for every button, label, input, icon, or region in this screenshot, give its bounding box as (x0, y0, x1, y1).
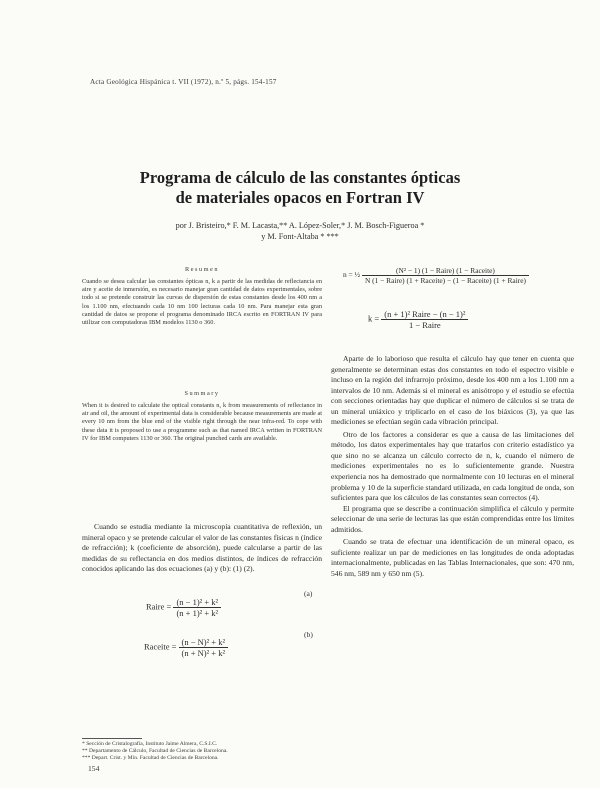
authors-line-1: por J. Bristeiro,* F. M. Lacasta,** A. López-Soler,* J. M. Bosch-Figueroa * (175, 221, 425, 230)
equation-n-lhs: n = ½ (343, 270, 361, 280)
right-paragraph-3: El programa que se describe a continuación simplifica el cálculo y permite seleccionar de una serie de lecturas las que están comprendidas entre los límites admitidos. (331, 503, 574, 534)
equation-b (144, 637, 228, 658)
footnote-1: * Sección de Cristalografía, Instituto Jaime Almera, C.S.I.C. (82, 741, 218, 747)
equation-n-denominator: N (1 − Raire) (1 + Raceite) − (1 − Raceite) (1 + Raire) (364, 276, 526, 285)
equation-n-numerator: (N² − 1) (1 − Raire) (1 − Raceite) (362, 266, 529, 276)
equation-a-numerator: (n − 1)² + k² (173, 597, 221, 608)
resumen-section (82, 266, 322, 327)
equation-a-denominator: (n + 1)² + k² (176, 608, 219, 618)
equation-k-denominator: 1 − Raire (408, 320, 441, 330)
resumen-text: Cuando se desea calcular las constantes ópticas n, k a partir de las medidas de reflectancia en aire y aceite de inmersión, es necesario manejar gran cantidad de datos experimentales, sobre todo si se pretende construir las curvas de dispersión de estas constantes desde los 400 nm a los 1.100 nm, efectuando cada 10 nm 100 lecturas cada 10 nm. Para manejar esta gran cantidad de datos se propone el programa denominado IRCA escrito en FORTRAN IV para utilizar con computadoras IBM modelos 1130 o 360. (82, 278, 322, 327)
equation-a-lhs: Raire = (146, 601, 172, 612)
left-body (82, 522, 322, 575)
paper-title-line-2: de materiales opacos en Fortran IV (175, 188, 425, 207)
equation-b-label: (b) (304, 630, 313, 639)
equation-k-lhs: k = (368, 313, 380, 324)
footnotes (82, 741, 322, 762)
page-number: 154 (88, 764, 100, 773)
equation-b-lhs: Raceite = (144, 641, 177, 652)
summary-section (82, 390, 322, 443)
left-paragraph-1: Cuando se estudia mediante la microscopía cuantitativa de reflexión, un mineral opaco y se pretende calcular el valor de las constantes físicas n (índice de refracción); k (coeficiente de absorción), puede calcularse a partir de las medidas de su reflectancia en dos medios distintos, de índices de refracción conocidos aplicando las dos ecuaciones (a) y (b): (1) (2). (82, 522, 322, 574)
equation-k (368, 309, 468, 330)
right-paragraph-2: Otro de los factores a considerar es que a causa de las limitaciones del método, los datos experimentales hay que tratarlos con criterio estadístico ya que sino no se alcanza un cálculo correcto de n, k, cuando el número de mediciones experimentales no es lo suficientemente grande. Nuestra experiencia nos ha demostrado que normalmente con 10 lecturas en el mineral problema y 10 de la superficie standard utilizada, en cada longitud de onda, son suficientes para que los cálculos de las constantes sean correctos (4). (331, 429, 574, 503)
journal-header: Acta Geológica Hispánica t. VII (1972), n.º 5, págs. 154-157 (90, 78, 277, 86)
footnote-3: *** Depart. Crist. y Min. Facultad de Ciencias de Barcelona. (82, 755, 219, 761)
equation-b-numerator: (n − N)² + k² (179, 637, 228, 648)
right-body (331, 354, 574, 579)
equation-b-denominator: (n + N)² + k² (181, 648, 226, 658)
equation-k-numerator: (n + 1)² Raire − (n − 1)² (381, 309, 468, 320)
equation-n (343, 266, 529, 285)
right-paragraph-1: Aparte de lo laborioso que resulta el cálculo hay que tener en cuenta que generalmente se determinan estas dos constantes en todo el espectro visible e incluso en la región del infrarrojo próximo, desde los 400 nm a los 1.100 nm a intervalos de 10 nm. Además si el mineral es anisótropo y el estudio se efectúa con secciones orientadas hay que duplicar el número de cálculos si se trata de un mineral uniáxico y triplicarlo en el caso de los biáxicos (3), ya que las mediciones se efectúan según cada vibración principal. (331, 354, 574, 427)
equation-a-label: (a) (304, 589, 313, 598)
summary-heading: Summary (184, 390, 220, 397)
footnote-divider (82, 738, 142, 739)
summary-text: When it is desired to calculate the optical constants n, k from measurements of reflectance in air and oil, the amount of experimental data is considerable because measurements are made at every 10 nm from the blue end of the visible right through the near infra-red. To cope with these data it is proposed to use a programme such as that named IRCA written in FORTRAN IV for IBM computers 1130 or 360. The original punched cards are available. (82, 402, 322, 442)
authors-line-2: y M. Font-Altaba * *** (261, 232, 339, 241)
equation-a (146, 597, 221, 618)
footnote-2: ** Departamento de Cálculo, Facultad de Ciencias de Barcelona. (82, 748, 228, 754)
paper-title-line-1: Programa de cálculo de las constantes ópticas (139, 168, 461, 187)
right-paragraph-4: Cuando se trata de efectuar una identificación de un mineral opaco, es suficiente realizar un par de mediciones en las longitudes de onda adoptadas internacionalmente, publicadas en las Tablas Internacionales, que son: 470 nm, 546 nm, 589 nm y 650 nm (5). (331, 537, 574, 578)
resumen-heading: Resumen (185, 266, 219, 273)
